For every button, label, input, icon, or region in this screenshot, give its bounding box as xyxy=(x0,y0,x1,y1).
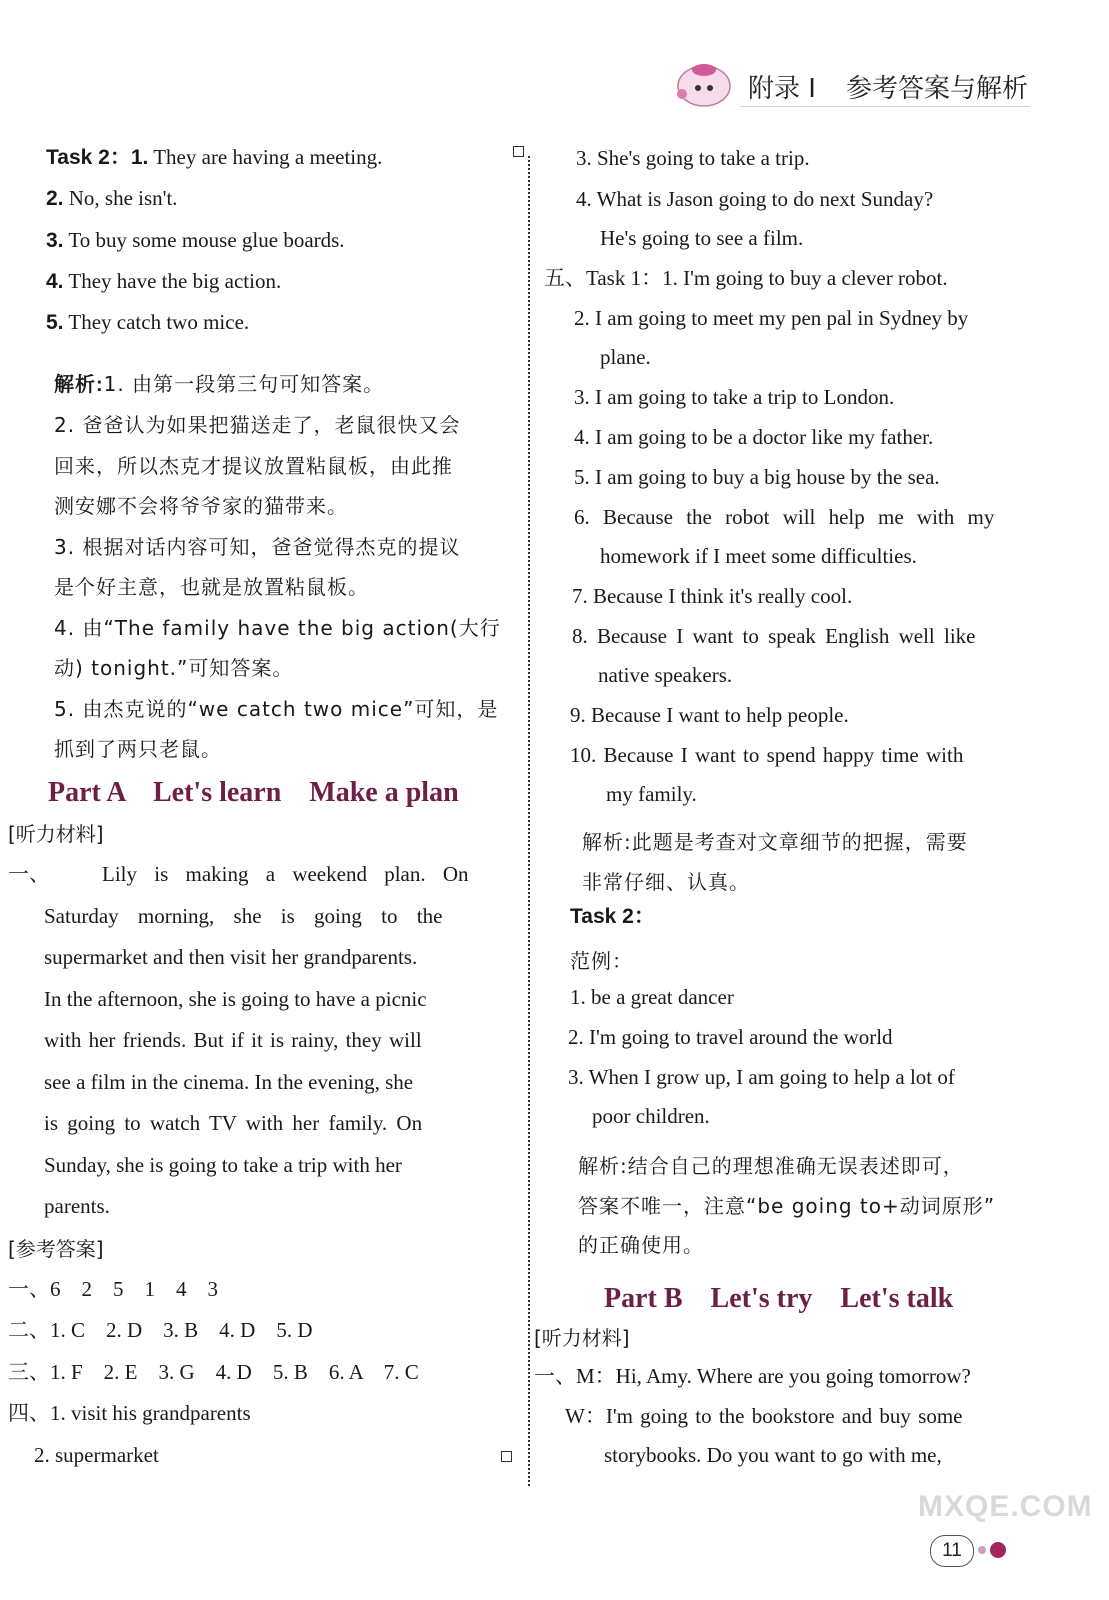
listening-label-right: [听力材料] xyxy=(534,1326,630,1350)
analysis-line-10: 抓到了两只老鼠。 xyxy=(54,737,222,761)
right-analysis1-line-2: 非常仔细、认真。 xyxy=(582,870,750,894)
section-heading-part-b: Part B Let's try Let's talk xyxy=(604,1283,954,1314)
right-task2-item-3-cont: poor children. xyxy=(592,1104,710,1128)
task1-line-1: 五、Task 1：1. I'm going to buy a clever robot. xyxy=(544,266,948,290)
task1-line-14: my family. xyxy=(606,782,697,806)
right-item-4: 4. What is Jason going to do next Sunday? xyxy=(576,187,934,211)
right-task2-item-3: 3. When I grow up, I am going to help a lot of xyxy=(568,1065,955,1089)
dialogue-line-1: 一、M：Hi, Amy. Where are you going tomorrow? xyxy=(534,1364,971,1388)
analysis-line-7: 4. 由“The family have the big action(大行 xyxy=(54,616,501,640)
answers-label: [参考答案] xyxy=(8,1237,104,1261)
right-analysis2-line-3: 的正确使用。 xyxy=(578,1233,704,1257)
listening-line-1: Lily is making a weekend plan. On xyxy=(102,862,469,886)
task1-line-7: 6. Because the robot will help me with my xyxy=(574,505,995,529)
analysis-line-4: 测安娜不会将爷爷家的猫带来。 xyxy=(54,494,348,518)
dialogue-line-3: storybooks. Do you want to go with me, xyxy=(604,1443,942,1467)
right-item-3: 3. She's going to take a trip. xyxy=(576,146,810,170)
page-number: 11 xyxy=(930,1535,974,1567)
task1-line-13: 10. Because I want to spend happy time with xyxy=(570,743,964,767)
right-analysis2-line-2: 答案不唯一，注意“be going to+动词原形” xyxy=(578,1194,996,1218)
task1-line-4: 3. I am going to take a trip to London. xyxy=(574,385,895,409)
listening-line-9: parents. xyxy=(44,1194,110,1218)
header-rule xyxy=(740,106,1030,107)
analysis-line-9: 5. 由杰克说的“we catch two mice”可知，是 xyxy=(54,697,499,721)
answers-line-5: 2. supermarket xyxy=(34,1443,159,1467)
listening-mark: 一、 xyxy=(8,862,50,886)
analysis-line-6: 是个好主意，也就是放置粘鼠板。 xyxy=(54,575,369,599)
right-analysis1-line-1: 解析:此题是考查对文章细节的把握，需要 xyxy=(582,830,968,854)
answers-line-3: 三、1. F 2. E 3. G 4. D 5. B 6. A 7. C xyxy=(8,1360,419,1384)
task1-line-9: 7. Because I think it's really cool. xyxy=(572,584,853,608)
right-item-4-answer: He's going to see a film. xyxy=(600,226,804,250)
listening-line-3: supermarket and then visit her grandparents. xyxy=(44,945,418,969)
listening-line-5: with her friends. But if it is rainy, they will xyxy=(44,1028,422,1052)
answers-line-1: 一、6 2 5 1 4 3 xyxy=(8,1277,218,1301)
divider-top-marker xyxy=(513,146,524,157)
answers-line-4: 四、1. visit his grandparents xyxy=(8,1401,251,1425)
task1-line-5: 4. I am going to be a doctor like my father. xyxy=(574,425,934,449)
task2-line-4: 4. They have the big action. xyxy=(46,269,282,293)
task2-line-2: 2. No, she isn't. xyxy=(46,186,178,210)
task1-line-10: 8. Because I want to speak English well like xyxy=(572,624,976,648)
section-heading-part-a: Part A Let's learn Make a plan xyxy=(48,777,459,808)
divider-bottom-marker xyxy=(501,1451,512,1462)
task2-line-5: 5. They catch two mice. xyxy=(46,310,250,334)
mascot-icon xyxy=(670,58,734,108)
right-analysis2-line-1: 解析:结合自己的理想准确无误表述即可， xyxy=(578,1154,964,1178)
task2-line-1: Task 2：1. They are having a meeting. xyxy=(46,145,383,169)
listening-line-4: In the afternoon, she is going to have a picnic xyxy=(44,987,427,1011)
header-title: 参考答案与解析 xyxy=(846,74,1029,104)
task1-line-2: 2. I am going to meet my pen pal in Sydney by xyxy=(574,306,969,330)
analysis-line-1: 解析:1. 由第一段第三句可知答案。 xyxy=(54,372,385,396)
analysis-line-5: 3. 根据对话内容可知，爸爸觉得杰克的提议 xyxy=(54,535,461,559)
right-task2-item-2: 2. I'm going to travel around the world xyxy=(568,1025,893,1049)
watermark: MXQE.COM xyxy=(918,1490,1093,1523)
listening-label-left: [听力材料] xyxy=(8,822,104,846)
task1-line-12: 9. Because I want to help people. xyxy=(570,703,849,727)
page-dot-small xyxy=(978,1546,986,1554)
task1-line-3: plane. xyxy=(600,345,651,369)
listening-line-8: Sunday, she is going to take a trip with her xyxy=(44,1153,402,1177)
header-mascot xyxy=(670,58,734,108)
column-divider xyxy=(528,156,530,1486)
header-appendix: 附录 I xyxy=(748,74,816,104)
listening-line-6: see a film in the cinema. In the evening, she xyxy=(44,1070,414,1094)
task1-line-11: native speakers. xyxy=(598,663,733,687)
right-task2-label: Task 2： xyxy=(570,905,655,928)
page-dot-large xyxy=(990,1542,1006,1558)
dialogue-line-2: W：I'm going to the bookstore and buy some xyxy=(565,1404,963,1428)
example-label: 范例： xyxy=(570,949,633,973)
task2-line-3: 3. To buy some mouse glue boards. xyxy=(46,228,345,252)
analysis-line-2: 2. 爸爸认为如果把猫送走了，老鼠很快又会 xyxy=(54,413,461,437)
answers-line-2: 二、1. C 2. D 3. B 4. D 5. D xyxy=(8,1318,313,1342)
task1-line-6: 5. I am going to buy a big house by the sea. xyxy=(574,465,940,489)
listening-line-7: is going to watch TV with her family. On xyxy=(44,1111,423,1135)
analysis-line-8: 动) tonight.”可知答案。 xyxy=(54,656,294,680)
analysis-line-3: 回来，所以杰克才提议放置粘鼠板，由此推 xyxy=(54,454,453,478)
task1-line-8: homework if I meet some difficulties. xyxy=(600,544,917,568)
listening-line-2: Saturday morning, she is going to the xyxy=(44,904,443,928)
right-task2-item-1: 1. be a great dancer xyxy=(570,985,734,1009)
